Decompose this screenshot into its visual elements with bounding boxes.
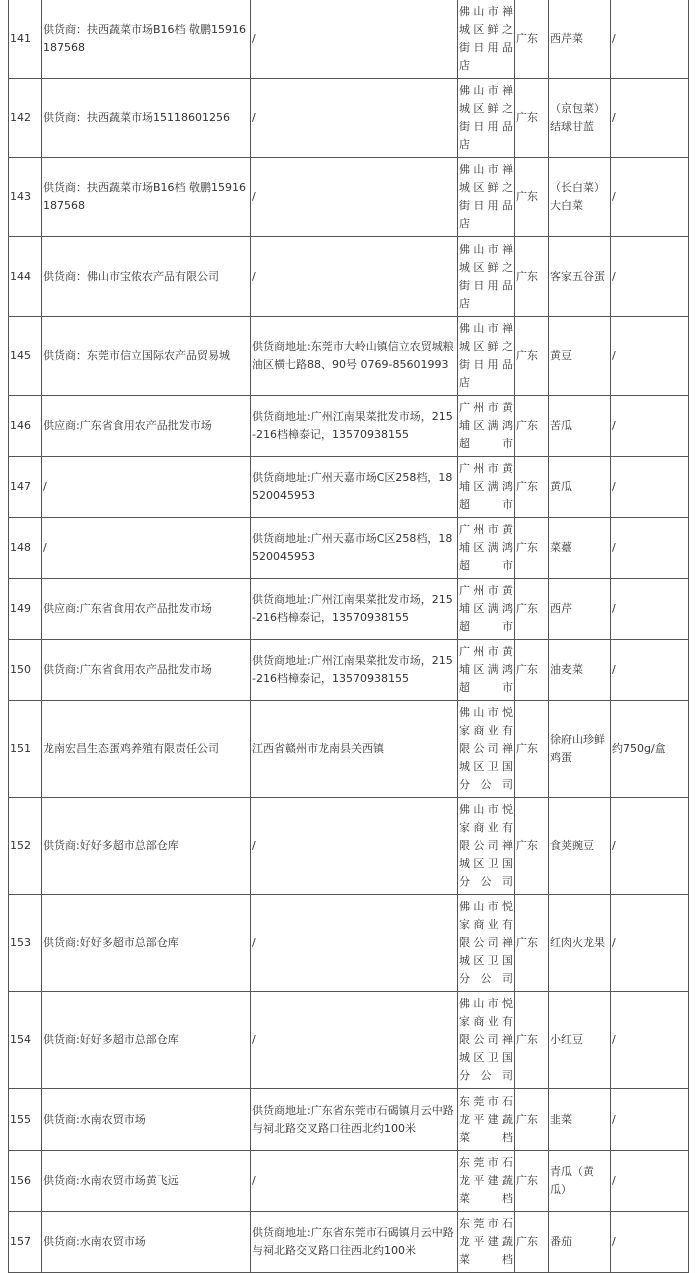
supplier-cell: 供货商：东莞市信立国际农产品贸易城 <box>42 317 251 396</box>
province-cell: 广东 <box>515 396 549 457</box>
product-cell: 苦瓜 <box>549 396 611 457</box>
row-number: 146 <box>9 396 42 457</box>
spec-cell: / <box>611 237 689 317</box>
supplier-cell: 供货商:好好多超市总部仓库 <box>42 895 251 992</box>
store-cell: 佛山市禅城区鲜之街日用品店 <box>458 79 515 158</box>
store-cell: 东莞市石龙平建蔬菜档 <box>458 1089 515 1151</box>
row-number: 151 <box>9 701 42 798</box>
product-cell: 青瓜（黄瓜） <box>549 1151 611 1212</box>
province-cell: 广东 <box>515 457 549 518</box>
province-cell: 广东 <box>515 518 549 579</box>
spec-cell: / <box>611 992 689 1089</box>
row-number: 141 <box>9 0 42 79</box>
product-cell: 客家五谷蛋 <box>549 237 611 317</box>
supplier-address-cell: 供货商地址:广州江南果菜批发市场，215-216档樟泰记，13570938155 <box>251 579 458 640</box>
supplier-address-cell: / <box>251 895 458 992</box>
spec-cell: / <box>611 158 689 237</box>
province-cell: 广东 <box>515 0 549 79</box>
store-cell: 广州市黄埔区满鸿超市 <box>458 396 515 457</box>
supplier-cell: 供货商：扶西蔬菜市场15118601256 <box>42 79 251 158</box>
supplier-cell: 龙南宏昌生态蛋鸡养殖有限责任公司 <box>42 701 251 798</box>
table-row <box>9 1089 689 1151</box>
supplier-address-cell: 江西省赣州市龙南县关西镇 <box>251 701 458 798</box>
store-cell: 佛山市悦家商业有限公司禅城区卫国分公司 <box>458 701 515 798</box>
province-cell: 广东 <box>515 579 549 640</box>
table-row <box>9 518 689 579</box>
table-row <box>9 396 689 457</box>
row-number: 143 <box>9 158 42 237</box>
store-cell: 佛山市禅城区鲜之街日用品店 <box>458 317 515 396</box>
store-cell: 佛山市悦家商业有限公司禅城区卫国分公司 <box>458 895 515 992</box>
store-cell: 佛山市禅城区鲜之街日用品店 <box>458 237 515 317</box>
row-number: 147 <box>9 457 42 518</box>
product-cell: 徐府山珍鲜鸡蛋 <box>549 701 611 798</box>
province-cell: 广东 <box>515 79 549 158</box>
product-cell: 黄瓜 <box>549 457 611 518</box>
table-row <box>9 1151 689 1212</box>
table-row <box>9 158 689 237</box>
spec-cell: / <box>611 457 689 518</box>
supplier-address-cell: 供货商地址:广州天嘉市场C区258档，18520045953 <box>251 457 458 518</box>
supplier-cell: / <box>42 457 251 518</box>
province-cell: 广东 <box>515 701 549 798</box>
table-row <box>9 895 689 992</box>
spec-cell: / <box>611 1151 689 1212</box>
spec-cell: / <box>611 1089 689 1151</box>
table-row <box>9 701 689 798</box>
supplier-cell: / <box>42 518 251 579</box>
spec-cell: / <box>611 579 689 640</box>
product-cell: 西芹菜 <box>549 0 611 79</box>
province-cell: 广东 <box>515 895 549 992</box>
row-number: 150 <box>9 640 42 701</box>
product-cell: 西芹 <box>549 579 611 640</box>
supplier-cell: 供货商:水南农贸市场 <box>42 1212 251 1273</box>
spec-cell: / <box>611 79 689 158</box>
store-cell: 佛山市悦家商业有限公司禅城区卫国分公司 <box>458 798 515 895</box>
spec-cell: / <box>611 798 689 895</box>
product-cell: （京包菜）结球甘蓝 <box>549 79 611 158</box>
store-cell: 广州市黄埔区满鸿超市 <box>458 640 515 701</box>
table-row <box>9 1212 689 1273</box>
province-cell: 广东 <box>515 1151 549 1212</box>
product-cell: 小红豆 <box>549 992 611 1089</box>
spec-cell: 约750g/盒 <box>611 701 689 798</box>
province-cell: 广东 <box>515 798 549 895</box>
table-row <box>9 237 689 317</box>
product-cell: 黄豆 <box>549 317 611 396</box>
table-row <box>9 992 689 1089</box>
province-cell: 广东 <box>515 158 549 237</box>
table-row <box>9 579 689 640</box>
store-cell: 佛山市悦家商业有限公司禅城区卫国分公司 <box>458 992 515 1089</box>
store-cell: 广州市黄埔区满鸿超市 <box>458 457 515 518</box>
supplier-address-cell: 供货商地址:东莞市大岭山镇信立农贸城粮油区横七路88、90号 0769-85601993 <box>251 317 458 396</box>
supplier-address-cell: 供货商地址:广东省东莞市石碣镇月云中路与祠北路交叉路口往西北约100米 <box>251 1212 458 1273</box>
province-cell: 广东 <box>515 237 549 317</box>
supplier-cell: 供应商:广东省食用农产品批发市场 <box>42 396 251 457</box>
row-number: 152 <box>9 798 42 895</box>
row-number: 154 <box>9 992 42 1089</box>
row-number: 149 <box>9 579 42 640</box>
spec-cell: / <box>611 0 689 79</box>
product-cell: 番茄 <box>549 1212 611 1273</box>
table-row <box>9 457 689 518</box>
product-cell: 油麦菜 <box>549 640 611 701</box>
table-row <box>9 317 689 396</box>
store-cell: 广州市黄埔区满鸿超市 <box>458 579 515 640</box>
supplier-address-cell: / <box>251 158 458 237</box>
row-number: 155 <box>9 1089 42 1151</box>
supplier-address-cell: / <box>251 79 458 158</box>
table-row <box>9 79 689 158</box>
supplier-cell: 供货商：扶西蔬菜市场B16档 敬鹏15916187568 <box>42 0 251 79</box>
store-cell: 东莞市石龙平建蔬菜档 <box>458 1151 515 1212</box>
supplier-address-cell: 供货商地址:广州江南果菜批发市场，215-216档樟泰记，13570938155 <box>251 396 458 457</box>
product-cell: 食荚豌豆 <box>549 798 611 895</box>
row-number: 148 <box>9 518 42 579</box>
table-body <box>9 0 689 1273</box>
supplier-cell: 供应商:广东省食用农产品批发市场 <box>42 579 251 640</box>
store-cell: 佛山市禅城区鲜之街日用品店 <box>458 0 515 79</box>
spec-cell: / <box>611 640 689 701</box>
table-row <box>9 0 689 79</box>
row-number: 157 <box>9 1212 42 1273</box>
spec-cell: / <box>611 317 689 396</box>
province-cell: 广东 <box>515 640 549 701</box>
store-cell: 广州市黄埔区满鸿超市 <box>458 518 515 579</box>
province-cell: 广东 <box>515 992 549 1089</box>
product-cell: 菜薹 <box>549 518 611 579</box>
spec-cell: / <box>611 518 689 579</box>
supplier-cell: 供货商：佛山市宝侬农产品有限公司 <box>42 237 251 317</box>
supplier-cell: 供货商:好好多超市总部仓库 <box>42 798 251 895</box>
product-source-table <box>8 0 689 1273</box>
supplier-address-cell: / <box>251 237 458 317</box>
province-cell: 广东 <box>515 1212 549 1273</box>
product-cell: （长白菜）大白菜 <box>549 158 611 237</box>
supplier-address-cell: / <box>251 1151 458 1212</box>
store-cell: 东莞市石龙平建蔬菜档 <box>458 1212 515 1273</box>
province-cell: 广东 <box>515 1089 549 1151</box>
row-number: 153 <box>9 895 42 992</box>
row-number: 145 <box>9 317 42 396</box>
spec-cell: / <box>611 895 689 992</box>
row-number: 144 <box>9 237 42 317</box>
row-number: 142 <box>9 79 42 158</box>
supplier-address-cell: 供货商地址:广州天嘉市场C区258档，18520045953 <box>251 518 458 579</box>
supplier-cell: 供货商:水南农贸市场黄飞远 <box>42 1151 251 1212</box>
supplier-cell: 供货商:广东省食用农产品批发市场 <box>42 640 251 701</box>
supplier-cell: 供货商:好好多超市总部仓库 <box>42 992 251 1089</box>
product-cell: 韭菜 <box>549 1089 611 1151</box>
table-row <box>9 640 689 701</box>
product-cell: 红肉火龙果 <box>549 895 611 992</box>
supplier-cell: 供货商：扶西蔬菜市场B16档 敬鹏15916187568 <box>42 158 251 237</box>
supplier-address-cell: 供货商地址:广东省东莞市石碣镇月云中路与祠北路交叉路口往西北约100米 <box>251 1089 458 1151</box>
province-cell: 广东 <box>515 317 549 396</box>
table-row <box>9 798 689 895</box>
spec-cell: / <box>611 1212 689 1273</box>
store-cell: 佛山市禅城区鲜之街日用品店 <box>458 158 515 237</box>
row-number: 156 <box>9 1151 42 1212</box>
supplier-address-cell: 供货商地址:广州江南果菜批发市场，215-216档樟泰记，13570938155 <box>251 640 458 701</box>
supplier-address-cell: / <box>251 0 458 79</box>
supplier-cell: 供货商:水南农贸市场 <box>42 1089 251 1151</box>
supplier-address-cell: / <box>251 992 458 1089</box>
supplier-address-cell: / <box>251 798 458 895</box>
spec-cell: / <box>611 396 689 457</box>
